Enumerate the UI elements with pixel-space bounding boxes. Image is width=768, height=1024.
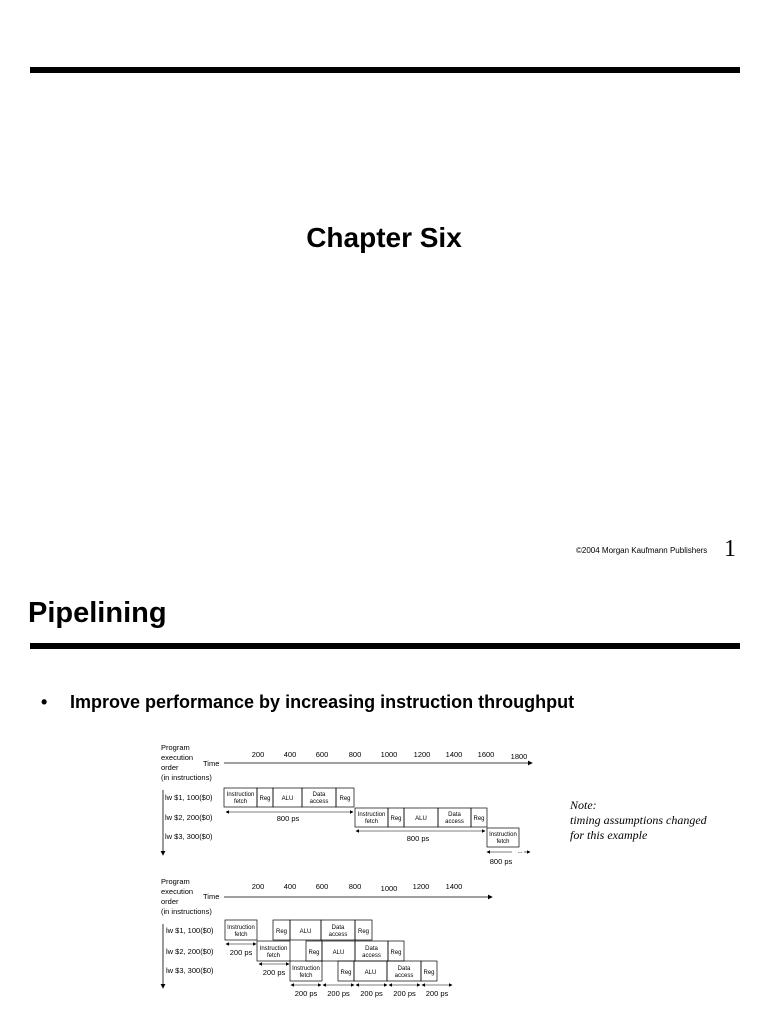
stage-if: fetch bbox=[233, 799, 248, 805]
stage-if: fetch bbox=[496, 839, 510, 845]
stage-alu: ALU bbox=[415, 816, 427, 822]
time-tick-label: 400 bbox=[283, 882, 297, 891]
time-tick-label: 200 bbox=[251, 750, 265, 759]
bullet-text: Improve performance by increasing instruction throughput bbox=[70, 692, 575, 712]
stage-reg: Reg bbox=[259, 796, 271, 802]
time-tick-label: 1400 bbox=[445, 750, 463, 759]
stage-alu: ALU bbox=[364, 970, 377, 976]
time-tick-label: 800 bbox=[348, 750, 362, 759]
time-tick-label: 1000 bbox=[380, 750, 398, 759]
stage-dm: Data bbox=[365, 946, 378, 952]
interval-label: 800 ps bbox=[276, 814, 300, 823]
interval-label: 800 ps bbox=[489, 857, 513, 866]
stage-alu: ALU bbox=[299, 929, 312, 935]
time-label: Time bbox=[203, 759, 220, 768]
time-tick-label: 600 bbox=[315, 750, 329, 759]
page-number: 1 bbox=[724, 536, 736, 562]
stage-dm: Data bbox=[331, 925, 345, 931]
instruction-label: lw $3, 300($0) bbox=[165, 832, 213, 841]
order-label: order bbox=[161, 897, 179, 906]
stage-reg: Reg bbox=[473, 816, 485, 822]
chapter-title: Chapter Six bbox=[306, 222, 462, 253]
stage-if: Instruction bbox=[259, 946, 288, 952]
stage-if: fetch bbox=[364, 819, 379, 825]
top-rule bbox=[30, 67, 740, 73]
instruction-label: lw $2, 200($0) bbox=[166, 947, 214, 956]
instruction-label: lw $1, 100($0) bbox=[166, 926, 214, 935]
time-tick-label: 1400 bbox=[445, 882, 463, 891]
stage-dm: Data bbox=[312, 792, 326, 798]
order-label: execution bbox=[161, 887, 194, 896]
stage-reg: Reg bbox=[275, 929, 288, 935]
interval-label: 200 ps bbox=[294, 989, 318, 998]
interval-label: 200 ps bbox=[327, 989, 350, 998]
slide-title: Pipelining bbox=[28, 597, 167, 629]
bullet-marker: • bbox=[41, 692, 48, 712]
interval-label: 200 ps bbox=[393, 989, 416, 998]
stage-if: Instruction bbox=[227, 925, 255, 931]
pipeline-diagram bbox=[0, 730, 768, 1020]
stage-if: fetch bbox=[234, 932, 248, 938]
stage-if: Instruction bbox=[292, 966, 320, 972]
stage-if: Instruction bbox=[489, 832, 517, 838]
stage-alu: ALU bbox=[281, 796, 294, 802]
order-label: Program bbox=[161, 877, 190, 886]
stage-reg: Reg bbox=[423, 970, 435, 976]
interval-label: 200 ps bbox=[360, 989, 383, 998]
stage-dm: access bbox=[394, 973, 414, 979]
stage-dm: access bbox=[328, 932, 348, 938]
stage-if: Instruction bbox=[357, 812, 386, 818]
interval-label: 200 ps bbox=[229, 948, 253, 957]
interval-label: 200 ps bbox=[425, 989, 449, 998]
instruction-label: lw $2, 200($0) bbox=[165, 813, 213, 822]
note-line: for this example bbox=[570, 828, 648, 842]
interval-label: 800 ps bbox=[406, 834, 430, 843]
stage-if: Instruction bbox=[226, 792, 255, 798]
order-label: (in instructions) bbox=[161, 773, 212, 782]
stage-reg: Reg bbox=[308, 950, 320, 956]
title-rule bbox=[30, 643, 740, 649]
time-tick-label: 600 bbox=[315, 882, 329, 891]
nonpipelined-diagram bbox=[161, 743, 532, 866]
time-tick-label: 1800 bbox=[510, 752, 528, 761]
order-label: execution bbox=[161, 753, 194, 762]
stage-reg: Reg bbox=[357, 929, 370, 935]
copyright-notice: ©2004 Morgan Kaufmann Publishers bbox=[576, 546, 708, 555]
ellipsis: ... bbox=[517, 849, 523, 855]
time-tick-label: 200 bbox=[251, 882, 265, 891]
note-line: Note: bbox=[570, 798, 597, 812]
time-tick-label: 1200 bbox=[412, 882, 430, 891]
order-label: order bbox=[161, 763, 179, 772]
stage-dm: Data bbox=[448, 812, 461, 818]
stage-reg: Reg bbox=[339, 796, 351, 802]
stage-dm: access bbox=[445, 819, 464, 825]
time-label: Time bbox=[203, 892, 220, 901]
pipelined-diagram bbox=[161, 877, 492, 998]
instruction-label: lw $3, 300($0) bbox=[166, 966, 214, 975]
stage-if: fetch bbox=[299, 973, 313, 979]
stage-dm: access bbox=[362, 953, 381, 959]
instruction-label: lw $1, 100($0) bbox=[165, 793, 213, 802]
stage-reg: Reg bbox=[390, 816, 402, 822]
stage-dm: Data bbox=[397, 966, 411, 972]
interval-label: 200 ps bbox=[262, 968, 286, 977]
stage-if: fetch bbox=[266, 953, 281, 959]
note-line: timing assumptions changed bbox=[570, 813, 707, 827]
order-label: Program bbox=[161, 743, 190, 752]
stage-dm: access bbox=[309, 799, 329, 805]
order-label: (in instructions) bbox=[161, 907, 212, 916]
time-tick-label: 1600 bbox=[477, 750, 495, 759]
time-tick-label: 800 bbox=[348, 882, 362, 891]
time-tick-label: 1000 bbox=[380, 884, 398, 893]
stage-alu: ALU bbox=[332, 950, 345, 956]
stage-reg: Reg bbox=[340, 970, 352, 976]
stage-reg: Reg bbox=[390, 950, 402, 956]
time-tick-label: 400 bbox=[283, 750, 297, 759]
time-tick-label: 1200 bbox=[413, 750, 431, 759]
